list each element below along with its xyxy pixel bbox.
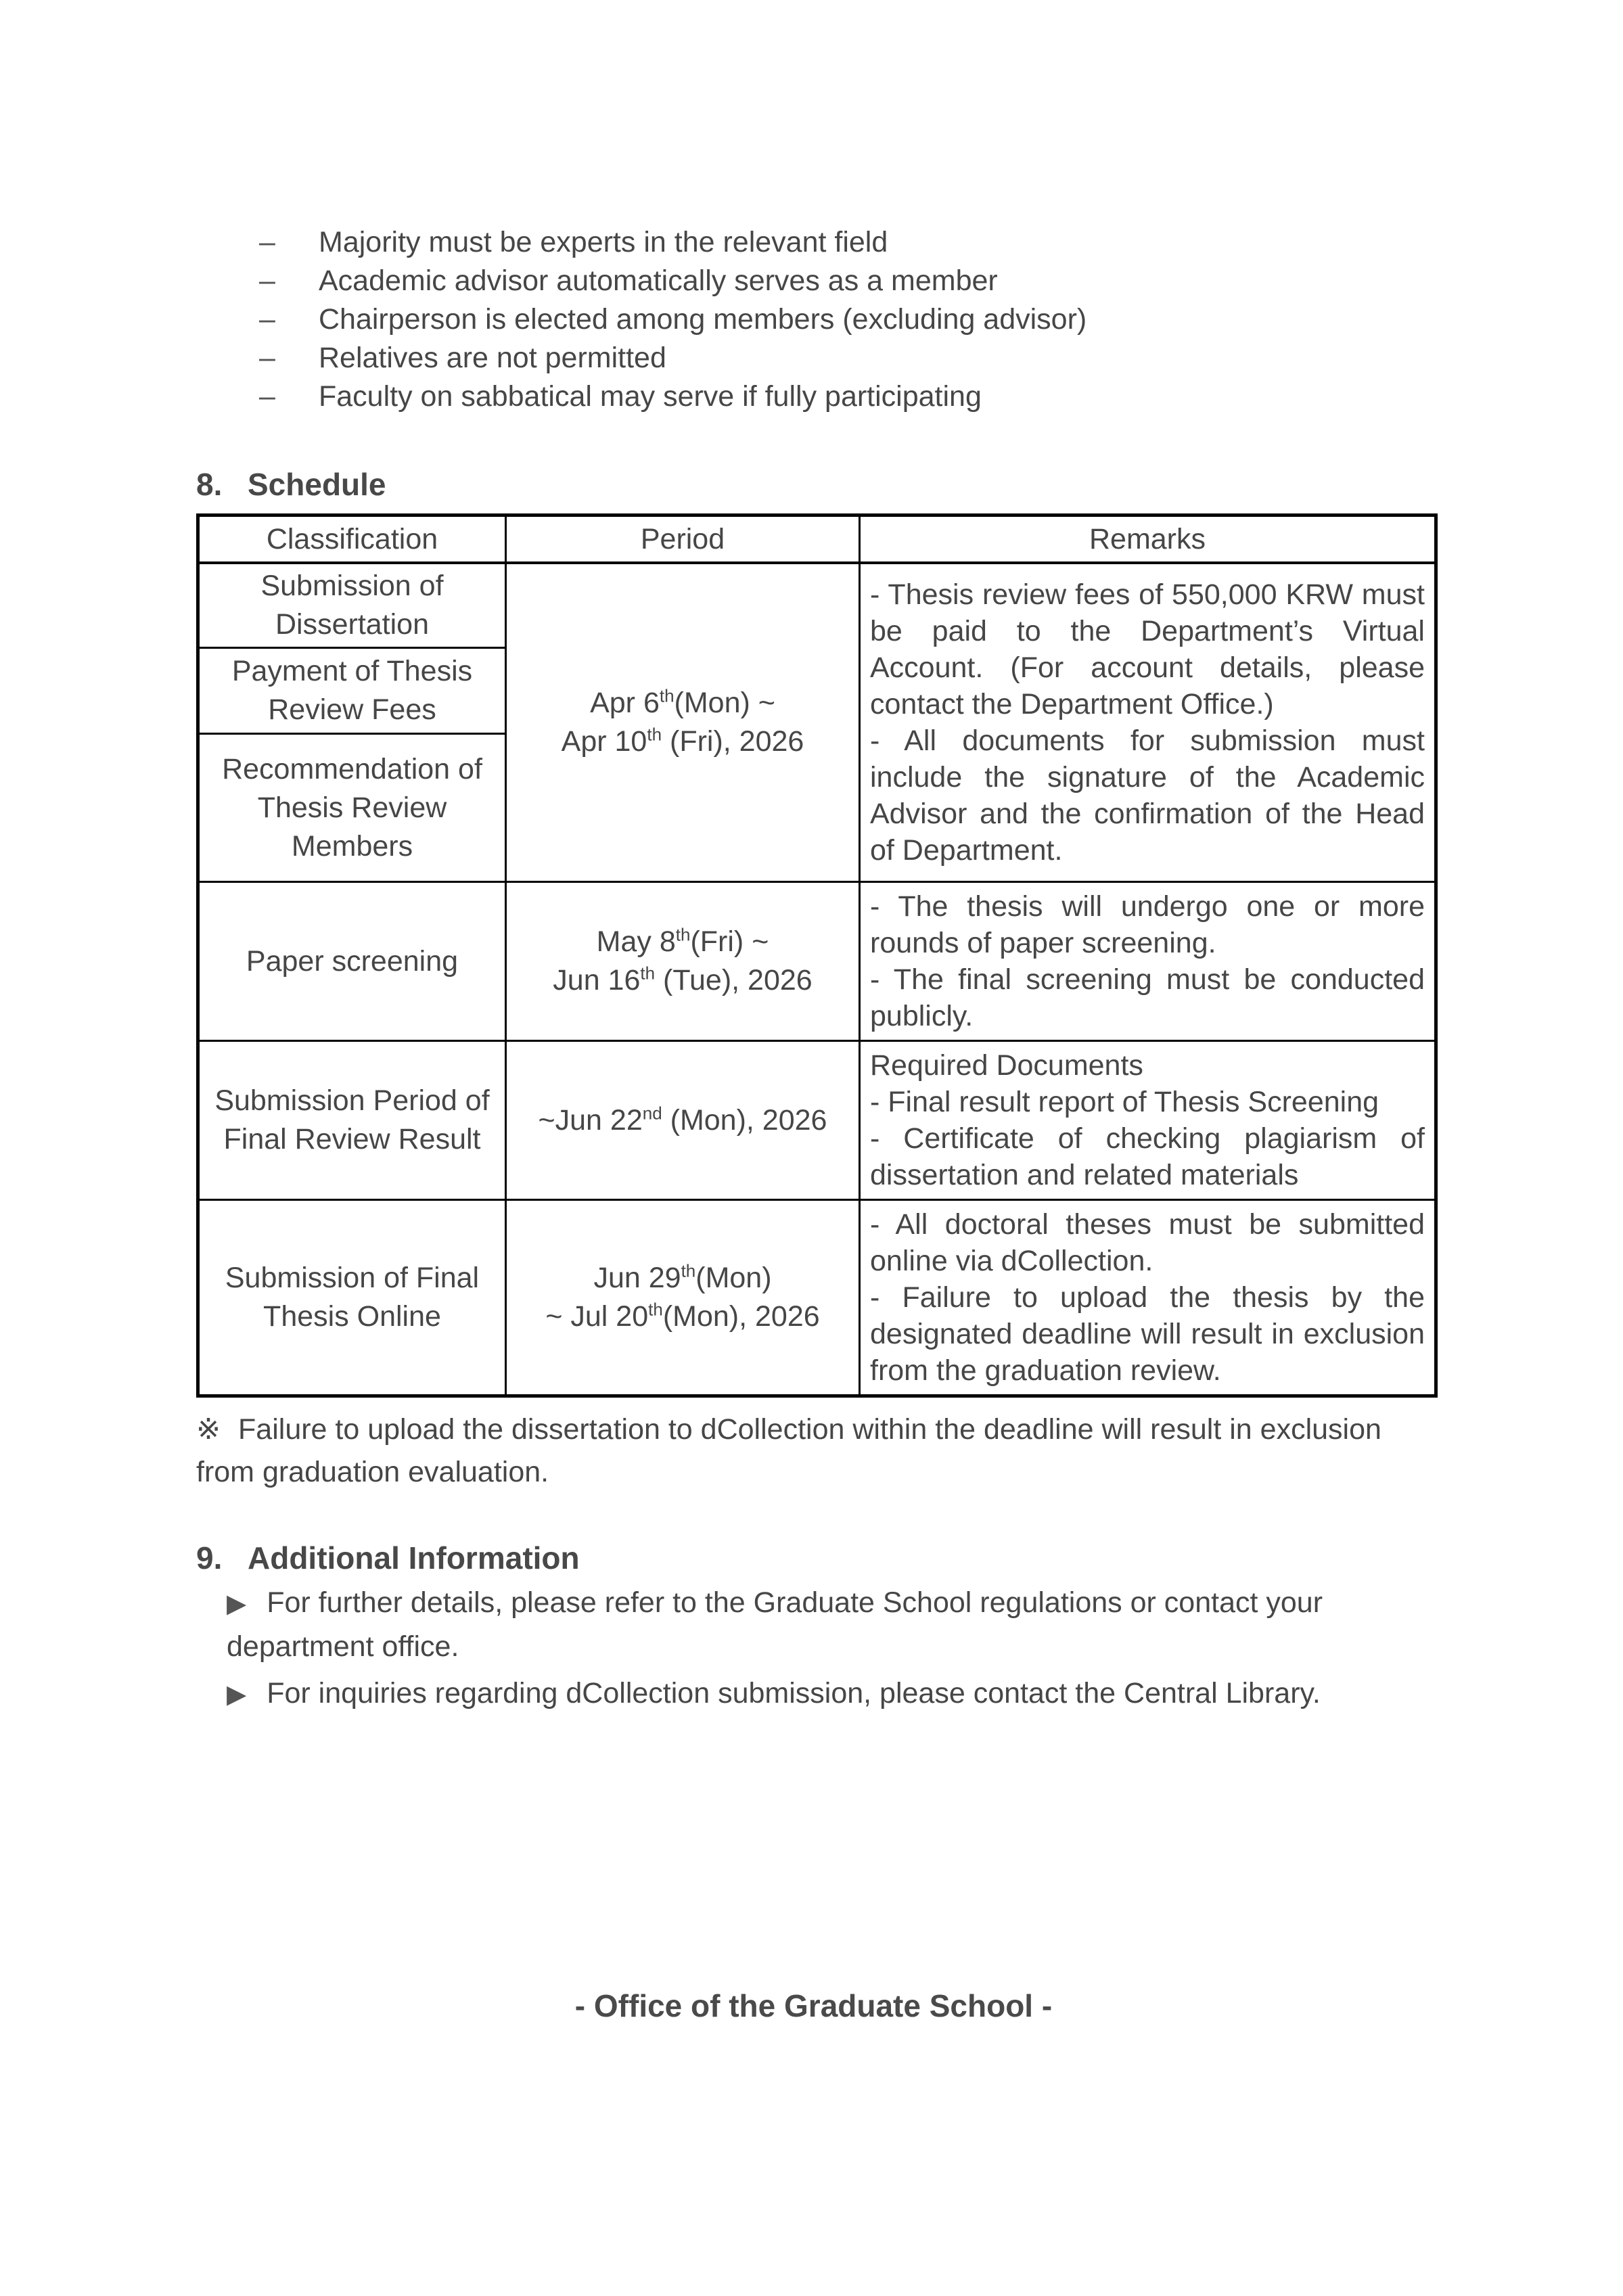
schedule-table <box>196 513 1438 1398</box>
dash-bullet-icon: – <box>259 303 275 336</box>
period-line: Jun 16th (Tue), 2026 <box>553 963 813 996</box>
bullet-item <box>196 223 1431 262</box>
column-header-remarks: Remarks <box>860 515 1436 564</box>
info-item-text: For further details, please refer to the Graduate School regulations or contact your department office. <box>227 1586 1323 1663</box>
column-header-period: Period <box>506 515 860 564</box>
period-line: ~ Jul 20th(Mon), 2026 <box>545 1299 820 1333</box>
schedule-heading-title: Schedule <box>248 467 386 502</box>
footnote-text: Failure to upload the dissertation to dCollection within the deadline will result in exclusion from graduation evaluation. <box>196 1413 1381 1488</box>
schedule-heading <box>196 465 1431 504</box>
bullet-item <box>196 300 1431 339</box>
bullet-text: Faculty on sabbatical may serve if fully participating <box>319 380 982 413</box>
reference-mark-icon: ※ <box>196 1413 221 1446</box>
table-row-submission-dissertation <box>198 563 1436 648</box>
remark-paragraph: - Failure to upload the thesis by the designated deadline will result in exclusion from the graduation review. <box>870 1281 1425 1387</box>
period-cell <box>506 882 860 1041</box>
classification-cell: Paper screening <box>198 882 506 1041</box>
period-line: Apr 6th(Mon) ~ <box>590 685 775 719</box>
bullet-item <box>196 377 1431 416</box>
remark-paragraph: - The thesis will undergo one or more rounds of paper screening. <box>870 890 1425 959</box>
bullet-item <box>196 339 1431 377</box>
dash-bullet-icon: – <box>259 380 275 413</box>
table-row-final-thesis-online <box>198 1200 1436 1396</box>
bullet-item <box>196 262 1431 300</box>
info-item <box>227 1582 1404 1668</box>
classification-cell: Payment of Thesis Review Fees <box>198 648 506 734</box>
period-line: Jun 29th(Mon) <box>593 1260 772 1294</box>
period-line: ~Jun 22nd (Mon), 2026 <box>538 1103 827 1136</box>
remark-paragraph: - All doctoral theses must be submitted online via dCollection. <box>870 1208 1425 1277</box>
bullet-text: Majority must be experts in the relevant field <box>319 226 888 258</box>
classification-cell: Submission of Dissertation <box>198 563 506 648</box>
additional-info-heading-number: 9. <box>196 1540 223 1576</box>
footer-signature: - Office of the Graduate School - <box>574 1988 1053 2023</box>
classification-cell: Submission Period of Final Review Result <box>198 1041 506 1200</box>
dash-bullet-icon: – <box>259 342 275 374</box>
period-line: Apr 10th (Fri), 2026 <box>561 724 804 758</box>
period-cell <box>506 1041 860 1200</box>
bullet-text: Chairperson is elected among members (excluding advisor) <box>319 303 1087 336</box>
remark-paragraph: - Final result report of Thesis Screening <box>870 1086 1379 1118</box>
dash-bullet-icon: – <box>259 226 275 258</box>
bullet-text: Relatives are not permitted <box>319 342 666 374</box>
remark-paragraph: Required Documents <box>870 1049 1143 1082</box>
footnote <box>196 1408 1431 1494</box>
period-cell <box>506 1200 860 1396</box>
remark-paragraph: - Thesis review fees of 550,000 KRW must be paid to the Department’s Virtual Account. (For account details, please contact the Department Office.) <box>870 578 1425 720</box>
additional-info-heading-title: Additional Information <box>248 1540 580 1576</box>
remark-paragraph: - The final screening must be conducted publicly. <box>870 963 1425 1032</box>
classification-cell: Recommendation of Thesis Review Members <box>198 734 506 882</box>
table-row-paper-screening <box>198 882 1436 1041</box>
column-header-classification: Classification <box>198 515 506 564</box>
info-item-text: For inquiries regarding dCollection submission, please contact the Central Library. <box>267 1677 1321 1709</box>
remarks-cell <box>860 1200 1436 1396</box>
remarks-cell <box>860 563 1436 882</box>
period-line: May 8th(Fri) ~ <box>596 924 769 958</box>
dash-bullet-icon: – <box>259 265 275 297</box>
schedule-heading-number: 8. <box>196 467 223 502</box>
bullet-text: Academic advisor automatically serves as a member <box>319 265 998 297</box>
criteria-bullet-list <box>196 223 1431 416</box>
remarks-cell <box>860 882 1436 1041</box>
remark-paragraph: - Certificate of checking plagiarism of dissertation and related materials <box>870 1122 1425 1191</box>
classification-cell: Submission of Final Thesis Online <box>198 1200 506 1396</box>
additional-info-heading <box>196 1538 1431 1578</box>
table-row-final-review-result <box>198 1041 1436 1200</box>
remarks-cell <box>860 1041 1436 1200</box>
table-header-row <box>198 515 1436 564</box>
remark-paragraph: - All documents for submission must include the signature of the Academic Advisor and the confirmation of the Head of Department. <box>870 725 1425 867</box>
triangle-bullet-icon: ▶ <box>227 1680 247 1709</box>
info-item <box>227 1672 1404 1716</box>
period-cell <box>506 563 860 882</box>
triangle-bullet-icon: ▶ <box>227 1590 247 1618</box>
